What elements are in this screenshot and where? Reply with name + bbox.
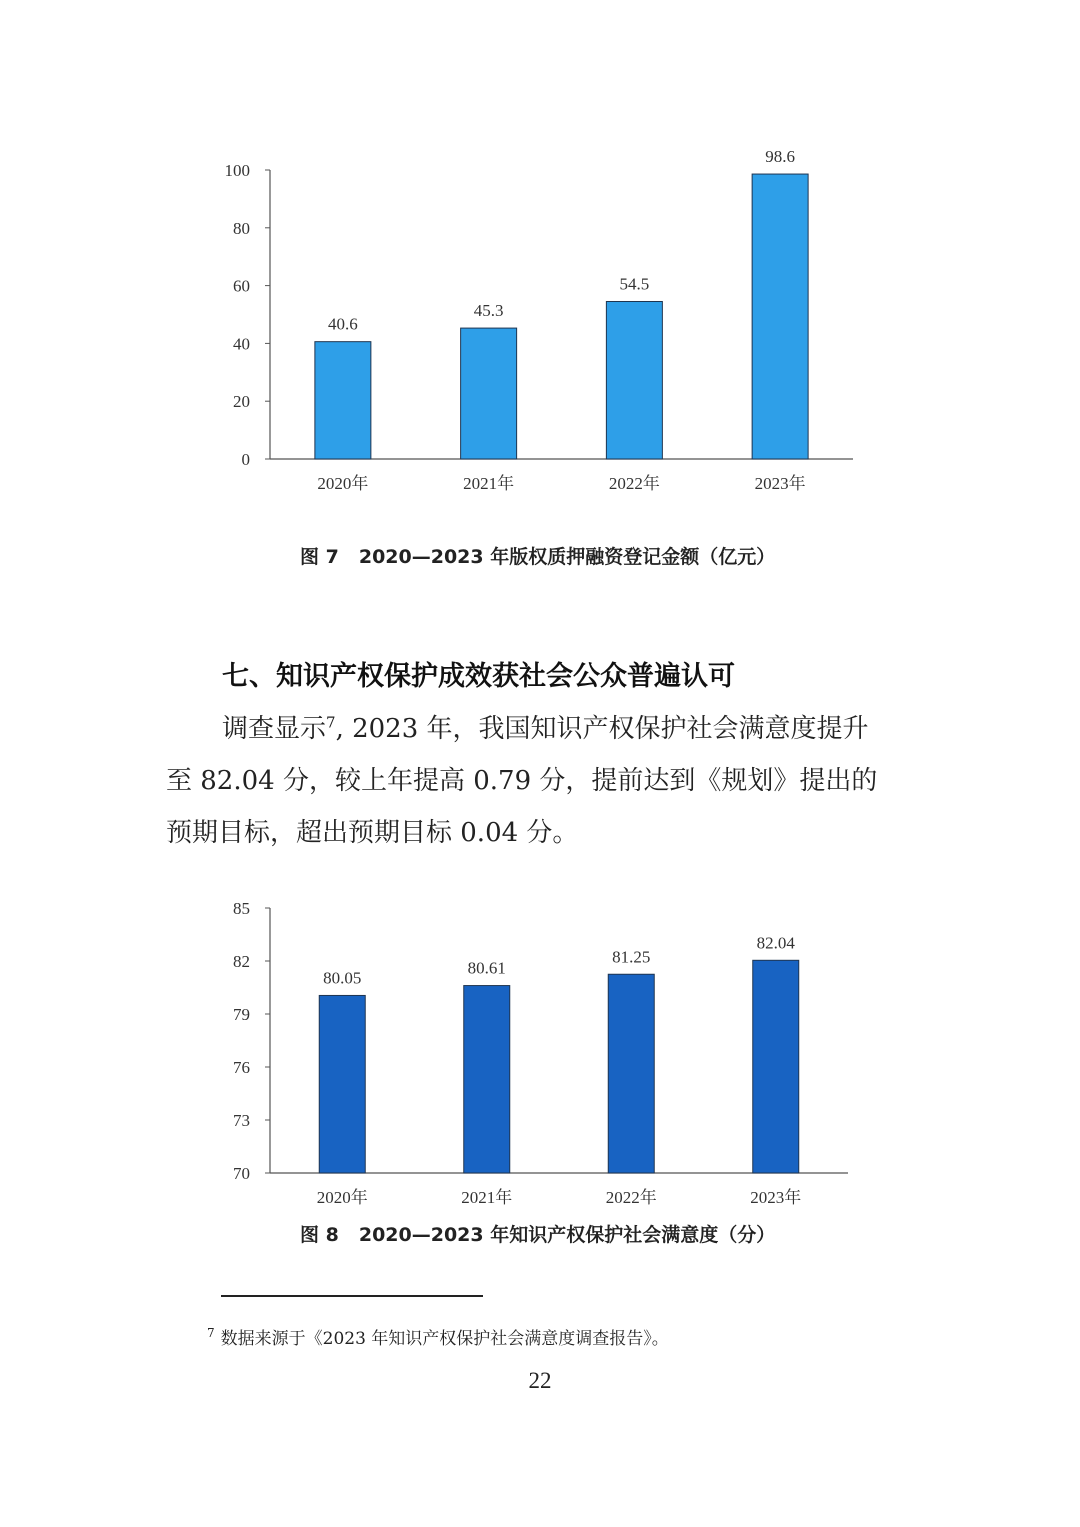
figure-7-number: 图 7 (300, 546, 339, 568)
figure-8-number: 图 8 (300, 1224, 339, 1246)
data-label: 45.3 (473, 301, 504, 321)
paragraph-line-2: 至 82.04 分，较上年提高 0.79 分，提前达到《规划》提出的 (166, 766, 878, 796)
figure-7-title: 2020—2023 年版权质押融资登记金额（亿元） (358, 546, 776, 568)
y-tick-label: 70 (233, 1164, 250, 1183)
category-label: 2023年 (750, 1188, 802, 1207)
y-tick-label: 0 (241, 450, 250, 469)
data-label: 80.05 (323, 968, 362, 988)
y-tick-label: 85 (233, 899, 250, 918)
category-label: 2023年 (754, 474, 806, 493)
category-label: 2021年 (461, 1188, 513, 1207)
category-label: 2020年 (316, 1188, 368, 1207)
category-label: 2022年 (605, 1188, 657, 1207)
footnote (207, 1324, 669, 1349)
y-tick-label: 82 (233, 952, 250, 971)
data-label: 54.5 (619, 274, 650, 294)
page-number: 22 (528, 1368, 552, 1393)
y-tick-label: 79 (233, 1005, 250, 1024)
y-tick-label: 100 (224, 161, 250, 180)
footnote-divider (221, 1295, 483, 1297)
y-tick-label: 76 (233, 1058, 250, 1077)
y-tick-label: 60 (233, 276, 250, 296)
paragraph-line-3: 预期目标，超出预期目标 0.04 分。 (166, 818, 579, 848)
bar (464, 986, 510, 1173)
footnote-ref: 7 (326, 713, 336, 732)
category-label: 2021年 (463, 474, 515, 493)
paragraph-line-1-start: 调查显示 (222, 714, 327, 744)
footnote-text: 数据来源于《2023 年知识产权保护社会满意度调查报告》。 (220, 1329, 669, 1349)
category-label: 2020年 (317, 474, 369, 493)
data-label: 40.6 (328, 314, 358, 334)
section-heading: 七、知识产权保护成效获社会公众普遍认可 (222, 661, 735, 692)
data-label: 98.6 (765, 147, 795, 167)
figure-8-caption (300, 1220, 775, 1247)
data-label: 82.04 (756, 933, 795, 953)
bar (753, 960, 799, 1173)
data-label: 81.25 (612, 947, 651, 967)
y-tick-label: 80 (233, 218, 250, 238)
paragraph-line-1-end: , 2023 年，我国知识产权保护社会满意度提升 (335, 714, 869, 744)
bar (319, 995, 365, 1173)
data-label: 80.61 (467, 958, 506, 978)
y-tick-label: 73 (233, 1111, 250, 1130)
footnote-marker: 7 (207, 1326, 215, 1341)
bar (608, 974, 654, 1173)
category-label: 2022年 (608, 474, 660, 493)
y-tick-label: 20 (233, 392, 250, 412)
figure-8-title: 2020—2023 年知识产权保护社会满意度（分） (358, 1224, 776, 1246)
y-tick-label: 40 (233, 334, 250, 354)
